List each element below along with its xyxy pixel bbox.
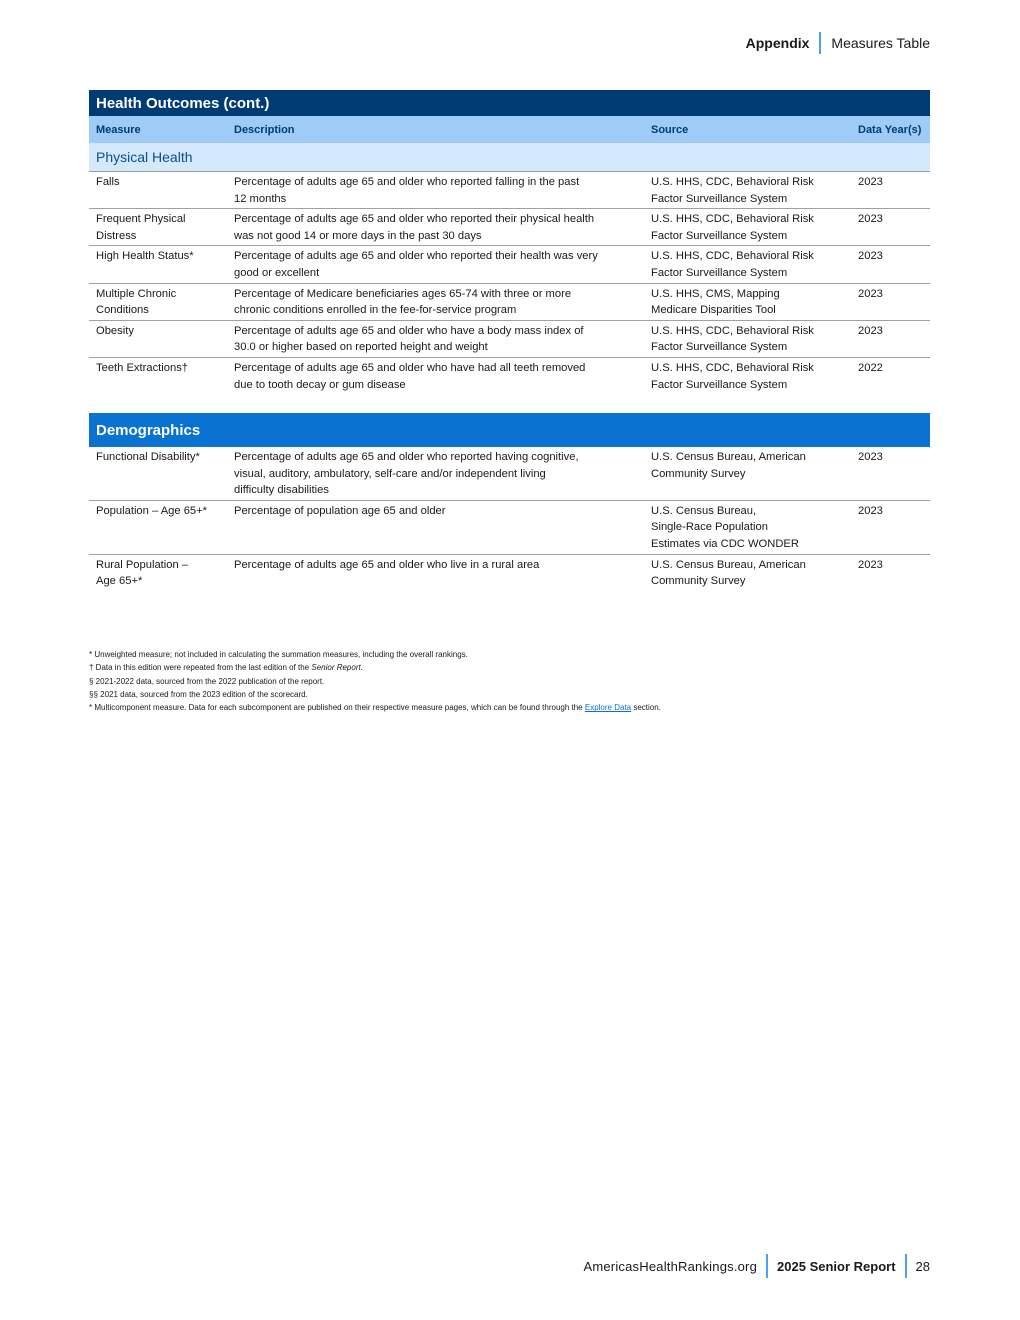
footer-divider	[905, 1254, 907, 1278]
table-row	[89, 246, 930, 283]
table-row	[89, 321, 930, 358]
year-cell: 2023	[858, 250, 883, 263]
header-section: Appendix	[745, 35, 810, 51]
table-row	[89, 209, 930, 246]
source-cell: U.S. HHS, CDC, Behavioral Risk Factor Surveillance System	[651, 324, 814, 354]
footer-divider	[766, 1254, 768, 1278]
column-header-row	[89, 116, 930, 143]
description-cell: Percentage of adults age 65 and older who reported their physical health was not good 14 or more days in the past 30 days	[234, 213, 595, 242]
year-cell: 2022	[858, 361, 883, 374]
table-row	[89, 358, 930, 394]
description-cell: Percentage of population age 65 and older	[234, 504, 446, 517]
table-row	[89, 501, 930, 555]
footnote-multicomponent	[89, 701, 661, 714]
source-cell: U.S. HHS, CDC, Behavioral Risk Factor Surveillance System	[651, 176, 814, 205]
footnote-2021: §§ 2021 data, sourced from the 2023 edition of the scorecard.	[89, 689, 308, 699]
column-header-source: Source	[651, 124, 689, 136]
description-cell: Percentage of adults age 65 and older who have had all teeth removed due to tooth decay or gum disease	[234, 361, 586, 391]
measure-cell: Obesity	[96, 324, 134, 337]
footnote-repeated	[89, 661, 661, 674]
measure-cell: High Health Status*	[96, 250, 194, 263]
description-cell: Percentage of adults age 65 and older who reported their health was very good or excellent	[234, 250, 598, 279]
footnote-multicomponent-suffix: section.	[631, 703, 661, 713]
page-footer	[583, 1254, 930, 1278]
footnote-repeated-text: † Data in this edition were repeated from the last edition of the	[89, 663, 312, 673]
description-cell: Percentage of adults age 65 and older who reported falling in the past 12 months	[234, 176, 580, 205]
footnote-multicomponent-text: * Multicomponent measure. Data for each subcomponent are published on their respective measure pages, which can be found through the	[89, 703, 585, 713]
source-cell: U.S. Census Bureau, American Community Survey	[651, 451, 806, 480]
source-cell: U.S. HHS, CMS, Mapping Medicare Disparities Tool	[651, 287, 780, 317]
footnote-unweighted: * Unweighted measure; not included in calculating the summation measures, including the overall rankings.	[89, 650, 468, 659]
measure-cell: Functional Disability*	[96, 451, 200, 463]
source-cell: U.S. Census Bureau, Single-Race Population Estimates via CDC WONDER	[651, 504, 799, 550]
subsection-header: Physical Health	[89, 143, 930, 172]
source-cell: U.S. HHS, CDC, Behavioral Risk Factor Surveillance System	[651, 250, 814, 279]
measure-cell: Population – Age 65+*	[96, 504, 208, 517]
page-header	[746, 32, 930, 54]
year-cell: 2023	[858, 176, 883, 188]
health-outcomes-table	[89, 90, 930, 394]
footnote-report-title: Senior Report.	[311, 663, 363, 673]
table-row	[89, 447, 930, 501]
table-row	[89, 555, 930, 591]
measure-cell: Frequent Physical Distress	[96, 213, 186, 242]
header-subtitle: Measures Table	[831, 35, 930, 51]
table-row	[89, 284, 930, 321]
explore-data-link[interactable]: Explore Data	[584, 703, 632, 713]
table-title: Health Outcomes (cont.)	[89, 90, 930, 116]
footer-report-title: 2025 Senior Report	[777, 1258, 896, 1274]
table-title: Demographics	[89, 413, 930, 447]
column-header-description: Description	[234, 124, 295, 136]
year-cell: 2023	[858, 451, 883, 463]
footer-site: AmericasHealthRankings.org	[583, 1258, 758, 1274]
description-cell: Percentage of adults age 65 and older who reported having cognitive, visual, auditory, ambulatory, self-care and/or independent living difficulty disabilities	[234, 451, 579, 497]
description-cell: Percentage of adults age 65 and older who have a body mass index of 30.0 or higher based on reported height and weight	[234, 324, 584, 354]
column-header-measure: Measure	[96, 124, 141, 136]
demographics-table	[89, 413, 930, 591]
year-cell: 2023	[858, 287, 883, 300]
year-cell: 2023	[858, 324, 883, 337]
description-cell: Percentage of Medicare beneficiaries ages 65-74 with three or more chronic conditions enrolled in the fee-for-service program	[234, 287, 572, 317]
footnote-2021-2022: § 2021-2022 data, sourced from the 2022 publication of the report.	[89, 676, 325, 686]
header-divider	[819, 32, 821, 54]
year-cell: 2023	[858, 504, 883, 517]
measure-cell: Multiple Chronic Conditions	[96, 287, 177, 317]
measure-cell: Rural Population – Age 65+*	[96, 558, 189, 588]
table-row	[89, 172, 930, 209]
source-cell: U.S. HHS, CDC, Behavioral Risk Factor Surveillance System	[651, 213, 814, 242]
source-cell: U.S. HHS, CDC, Behavioral Risk Factor Surveillance System	[651, 361, 814, 391]
page-number: 28	[915, 1258, 930, 1274]
measure-cell: Falls	[96, 176, 120, 188]
source-cell: U.S. Census Bureau, American Community Survey	[651, 558, 806, 588]
column-header-data-years: Data Year(s)	[858, 124, 922, 136]
footnotes	[89, 648, 661, 714]
year-cell: 2023	[858, 558, 883, 571]
description-cell: Percentage of adults age 65 and older who live in a rural area	[234, 558, 540, 571]
year-cell: 2023	[858, 213, 883, 226]
measure-cell: Teeth Extractions†	[96, 361, 189, 374]
